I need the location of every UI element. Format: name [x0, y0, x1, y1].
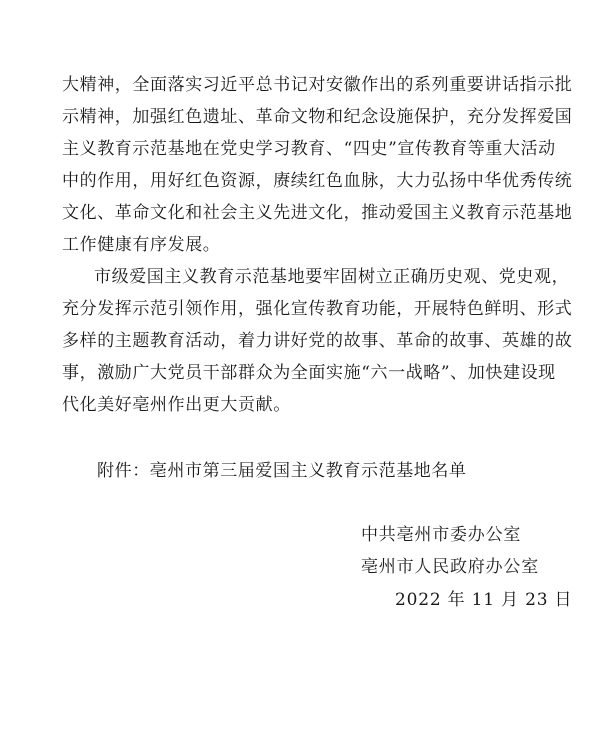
paragraph1-line-2: 示精神，加强红色遗址、革命文物和纪念设施保护，充分发挥爱国: [62, 107, 573, 127]
signature-org-2: 亳州市人民政府办公室: [361, 557, 539, 577]
paragraph1-line-3: 主义教育示范基地在党史学习教育、“四史”宣传教育等重大活动: [62, 139, 556, 159]
signature-date: 2022 年 11 月 23 日: [395, 590, 573, 610]
attachment-line: 附件：亳州市第三届爱国主义教育示范基地名单: [97, 461, 467, 481]
paragraph2-line-1: 市级爱国主义教育示范基地要牢固树立正确历史观、党史观，: [94, 267, 570, 287]
signature-org-1: 中共亳州市委办公室: [361, 525, 522, 545]
paragraph1-line-4: 中的作用，用好红色资源，赓续红色血脉，大力弘扬中华优秀传统: [62, 171, 573, 191]
paragraph1-line-5: 文化、革命文化和社会主义先进文化，推动爱国主义教育示范基地: [62, 203, 573, 223]
paragraph2-line-4: 事，激励广大党员干部群众为全面实施“六一战略”、加快建设现: [62, 363, 556, 383]
paragraph2-line-3: 多样的主题教育活动，着力讲好党的故事、革命的故事、英雄的故: [62, 331, 573, 351]
paragraph2-line-5: 代化美好亳州作出更大贡献。: [62, 395, 291, 415]
paragraph1-line-1: 大精神，全面落实习近平总书记对安徽作出的系列重要讲话指示批: [62, 75, 573, 95]
paragraph1-line-6: 工作健康有序发展。: [62, 235, 221, 255]
paragraph2-line-2: 充分发挥示范引领作用，强化宣传教育功能，开展特色鲜明、形式: [62, 299, 573, 319]
